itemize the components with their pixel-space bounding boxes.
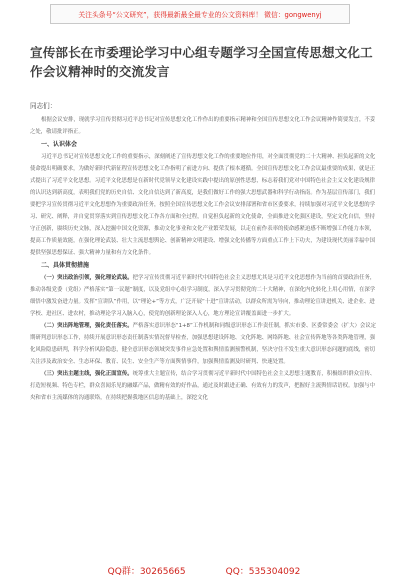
paragraph-3-text: 统筹重大主题宣传，结合学习贯彻习近平新时代中国特色社会主义思想主题教育，积极组织群众宣传、打造短视频、特色专栏，群众喜闻乐见的融媒产品，做精有效的好作品，通过及时跟进正确、有效有力的发声，把握好主流舆情话语权。加强与中央和省市主流媒体的沟通联络，在持续把握我地区信息的基础上，深挖文化 (30, 371, 376, 401)
section-heading-2: 二、具体贯彻措施 (41, 262, 90, 269)
paragraph-3-lead: （三）突出主题主线，强化正面宣传。 (41, 371, 133, 377)
promo-text: 关注头条号“公文研究”，获得最新最全最专业的公文资料库！ (78, 11, 263, 19)
footer-contacts (0, 560, 408, 580)
qq-number-text: QQ：535304092 (225, 566, 301, 577)
paragraph-2-lead: （二）突出阵地管理，强化责任落实。 (41, 323, 133, 329)
paragraph-1-text: 把学习宣传贯彻习近平新时代中国特色社会主义思想尤其是习近平文化思想作为当前的首要政治任务，推动各级党委（党组）严格落实“第一议题”制度，以及党组中心组学习制度，深入学习贯彻党的二十大精神，在深化内化转化上用心用情，在深学细悟中激发奋进力量。发挥“宣讲队”作用，以“理论+”等方式，广泛开展“十进”宣讲活动，以群众所需为导向，推动理论宣讲进机关、进企业、进学校、进社区、进农村，推动理论学习入脑入心，使党的创新理论深入人心，地方理论宣讲覆盖面进一步扩大。 (30, 275, 376, 317)
document-title: 宣传部长在市委理论学习中心组专题学习全国宣传思想文化工作会议精神时的交流发言 (30, 45, 373, 79)
qq-group-text: QQ群：30265665 (107, 566, 186, 577)
paragraph-2 (30, 320, 378, 368)
document-body (30, 114, 378, 404)
wechat-text: 微信：gongwenyj (264, 11, 322, 19)
salutation: 同志们： (30, 102, 57, 110)
paragraph-1-lead: （一）突出政治引领，强化理论武装。 (41, 275, 133, 281)
section-1-paragraph: 习近平总书记对宣传思想文化工作的重要指示，深刻阐述了宣传思想文化工作的重要地位作用，对全面贯彻党的二十大精神、担负起新的文化使命提出明确要求，为做好新时代新征程宣传思想文化工作指明了前进方向、提供了根本遵循。全国宣传思想文化工作会议最重要的成果，就是正式提出了习近平文化思想。习近平文化思想是在新时代党领导文化建设实践中提出的原创性思想，标志着我们党对中国特色社会主义文化建设规律的认识达到新高度，表明我们党的历史自信、文化自信达到了新高度，是我们做好工作的强大思想武器和科学行动指南。作为基层宣传部门，我们要把学习宣传贯彻习近平文化思想作为重要政治任务，按照全国宣传思想文化工作会议安排部署和省市区委要求，持续加强对习近平文化思想的学习、研究、阐释，并自觉贯穿落实到宣传思想文化工作各方面和全过程，自觉担负起新的文化使命，全面推进文化强区建设，坚定文化自信，坚持守正创新，赓续历史文脉，深入挖掘中国文化资源，推动文化事业和文化产业繁荣发展，以走在前作表率的使命感紧迫感不断增强工作能力本领，提高工作质量效能，在强化理论武装、壮大主流思想舆论、创新精神文明建设、增强文化传播等方面重点工作上下功夫，为建设现代美丽幸福中国提供坚强思想保证、强大精神力量和有力文化条件。 (30, 154, 376, 256)
intro-paragraph: 根据会议安排，现就学习宣传贯彻习近平总书记对宣传思想文化工作作出的重要指示精神和全国宣传思想文化工作会议精神作简要发言，不妥之处，敬请批评指正。 (30, 117, 376, 135)
section-heading-1: 一、认识体会 (41, 141, 78, 148)
promo-banner (50, 4, 350, 24)
paragraph-1 (30, 272, 378, 320)
paragraph-2-text: 严格落实意识形态“1+8”工作机制和同级意识形态工作责任制，抓实市委、区委常委会（扩大）会议定期研判意识形态工作，持续开展意识形态责任制落实情况督导检查，加强思想建设阵地、文化阵地、网络阵地、社会宣传阵地等各类阵地管理，强化风险隐患研判，科学分析风险隐患，健全意识形态领域突发事件应急处置和舆情监测预警机制，坚决守住不发生重大意识形态问题的底线，密切关注涉及政治安全、生态环保、教育、民生、安全生产等方面舆情事件，加强舆情监测及时研判、快速处置。 (30, 323, 377, 365)
paragraph-3 (30, 368, 378, 404)
